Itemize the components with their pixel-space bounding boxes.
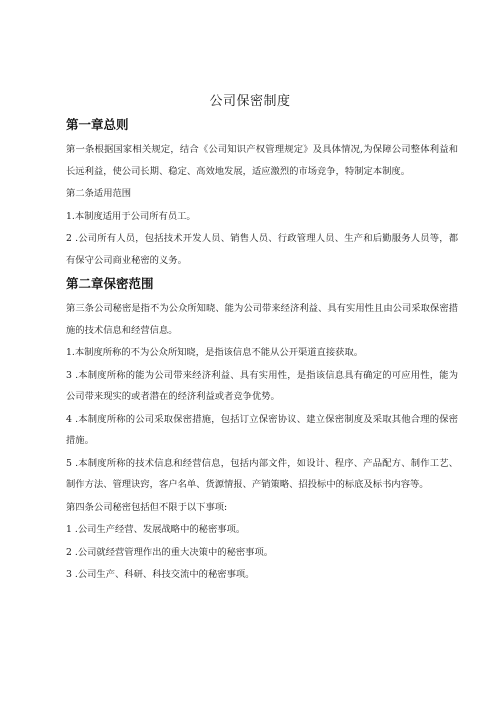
chapter-2-heading: 第二章保密范围 <box>66 276 154 291</box>
article-3-item-4: 4 .本制度所称的公司采取保密措施，包括订立保密协议、建立保密制度及采取其他合理的保密措施。 <box>66 413 458 446</box>
article-4-item-1: 1 .公司生产经营、发展战略中的秘密事项。 <box>66 524 246 535</box>
article-3-item-1: 1.本制度所称的不为公众所知晓，是指该信息不能从公开渠道直接获取。 <box>66 347 364 358</box>
article-4-item-2: 2 .公司就经营管理作出的重大决策中的秘密事项。 <box>66 546 274 558</box>
article-4-item-3: 3 .公司生产、科研、科技交流中的秘密事项。 <box>66 569 255 580</box>
document-title: 公司保密制度 <box>209 94 291 109</box>
article-3-item-3: 3 .本制度所称的能为公司带来经济利益、具有实用性，是指该信息具有确定的可应用性，能为公司带来现实的或者潜在的经济利益或者竞争优势。 <box>66 369 458 402</box>
article-4-heading: 第四条公司秘密包括但不限于以下事项: <box>66 501 228 513</box>
document-body <box>66 116 458 587</box>
article-3-item-5: 5 .本制度所称的技术信息和经营信息，包括内部文件，如设计、程序、产品配方、制作工艺、制作方法、管理诀窍，客户名单、货源情报、产销策略、招投标中的标底及标书内容等。 <box>66 457 458 490</box>
article-2-heading: 第二条适用范围 <box>66 188 132 199</box>
chapter-1-heading: 第一章总则 <box>66 117 129 132</box>
article-2-item-1: 1.本制度适用于公司所有员工。 <box>66 210 196 222</box>
article-2-item-2: 2 .公司所有人员，包括技术开发人员、销售人员、行政管理人员、生产和后勤服务人员等，都有保守公司商业秘密的义务。 <box>66 233 458 266</box>
article-3-paragraph: 第三条公司秘密是指不为公众所知晓、能为公司带来经济利益、具有实用性且由公司采取保密措施的技术信息和经营信息。 <box>66 303 458 336</box>
article-1-paragraph: 第一条根据国家相关规定，结合《公司知识产权管理规定》及具体情况,为保障公司整体利益和长远利益，使公司长期、稳定、高效地发展，适应激烈的市场竞争，特制定本制度。 <box>66 144 458 177</box>
